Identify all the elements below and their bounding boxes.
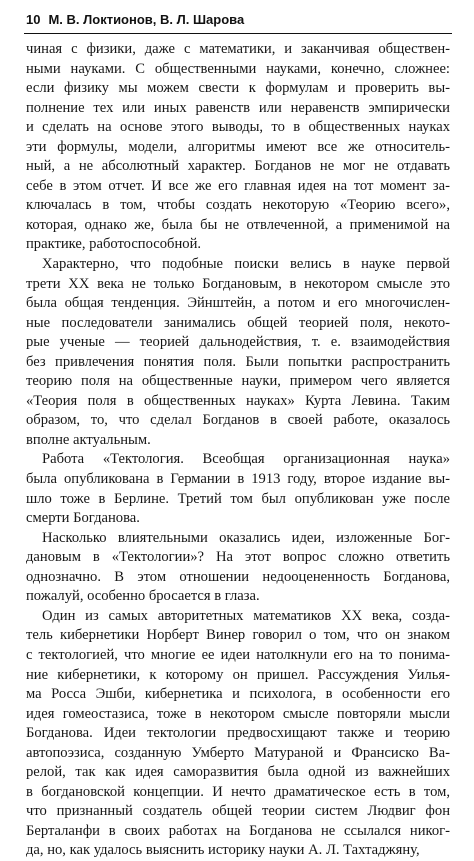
text-line: однозначно. В этом отношении недооцененность Богданова, — [26, 568, 450, 585]
text-line: рые ученые — теорией дальнодействия, т. е. взаимодействия — [26, 334, 450, 351]
text-line: если физику мы можем свести к формулам и проверить вы- — [26, 80, 450, 97]
text-line: была опубликована в Германии в 1913 году, второе издание вы- — [26, 471, 450, 488]
text-line: которая, однако же, была бы не отвлеченной, а применимой на — [26, 216, 450, 233]
text-line: Берталанфи в своих работах на Богданова не ссылался никог- — [26, 822, 450, 839]
text-line: полнение тех или иных равенств или неравенств эмпирически — [26, 99, 450, 116]
text-line: ма Росса Эшби, кибернетика и психолога, в особенности его — [26, 686, 450, 703]
paragraph — [26, 450, 450, 528]
running-header-authors: М. В. Локтионов, В. Л. Шарова — [48, 12, 245, 27]
text-line: эти формулы, модели, алгоритмы имеют все же относитель- — [26, 138, 450, 155]
text-line: шло тоже в Берлине. Третий том был опубликован уже после — [26, 490, 450, 507]
text-line: ный, а не абсолютный характер. Богданов не мог не отдавать — [26, 158, 450, 175]
text-line: чиная с физики, даже с математики, и заканчивая обществен- — [26, 41, 450, 57]
text-line: образом, то, что сделал Богданов в своей работе, оказалось — [26, 412, 450, 429]
text-line: с тектологией, что многие ее идеи натолкнули его на то понима- — [26, 646, 450, 663]
page-number: 10 — [26, 12, 41, 27]
text-line: идея гомеостазиса, тоже в некотором смысле повторяли мысли — [26, 705, 450, 722]
text-line: теорию поля на общественные науки, примером чего является — [26, 373, 450, 390]
text-line: Работа «Тектология. Всеобщая организационная наука» — [42, 451, 450, 468]
text-line: была общая тенденция. Эйнштейн, а потом и его многочислен- — [26, 295, 450, 312]
text-line: практике, работоспособной. — [26, 236, 202, 253]
text-line: себе в этом отчет. И все же его главная идея на тот момент за- — [26, 177, 450, 194]
text-line: что признанный создатель общей теории систем Людвиг фон — [26, 803, 450, 820]
text-line: вполне актуальным. — [26, 431, 151, 448]
text-line: тель кибернетики Норберт Винер говорил о том, что он знаком — [26, 627, 450, 644]
text-line: автопоэзиса, созданную Умберто Матураной и Франсиско Ва- — [26, 744, 450, 761]
text-line: смерти Богданова. — [26, 510, 140, 527]
text-line: ключалась в том, чтобы создать некоторую «Теорию всего», — [26, 197, 450, 214]
body-text — [26, 40, 450, 861]
text-line: в богдановской концепции. И нечто драматическое есть в том, — [26, 783, 450, 800]
text-line: ными науками. С общественными науками, конечно, сложнее: — [26, 60, 450, 77]
text-line: без привлечения понятия поля. Были попытки распространить — [26, 353, 450, 370]
text-line: «Теория поля в общественных науках» Курта Левина. Таким — [26, 392, 450, 409]
text-line: Насколько влиятельными оказались идеи, изложенные Бог- — [42, 529, 450, 546]
text-line: ные последователи занимались общей теорией поля, некото- — [26, 314, 450, 331]
text-line: трети XX века не только Богдановым, в некотором смысле это — [26, 275, 450, 292]
text-line: Характерно, что подобные поиски велись в науке первой — [42, 256, 450, 273]
paragraph — [26, 529, 450, 607]
text-line: пожалуй, особенно бросается в глаза. — [26, 588, 260, 605]
text-line: и сделать на основе этого выводы, то в общественных науках — [26, 119, 450, 136]
text-line: дановым в «Тектологии»? На этот вопрос сложно ответить — [26, 549, 450, 566]
header-divider — [24, 33, 452, 34]
text-line: релой, так как идея саморазвития была одной из важнейших — [26, 764, 450, 781]
paragraph — [26, 40, 450, 255]
text-line: Один из самых авторитетных математиков XX века, созда- — [42, 607, 450, 624]
paragraph — [26, 607, 450, 861]
text-line: ние кибернетики, к которому он пришел. Рассуждения Уилья- — [26, 666, 450, 683]
running-header — [26, 12, 450, 28]
text-line: да, но, как удалось выяснить историку науки А. Л. Тахтаджяну, — [26, 842, 420, 859]
text-line: Богданова. Идеи тектологии предвосхищают также и теорию — [26, 725, 450, 742]
paragraph — [26, 255, 450, 450]
